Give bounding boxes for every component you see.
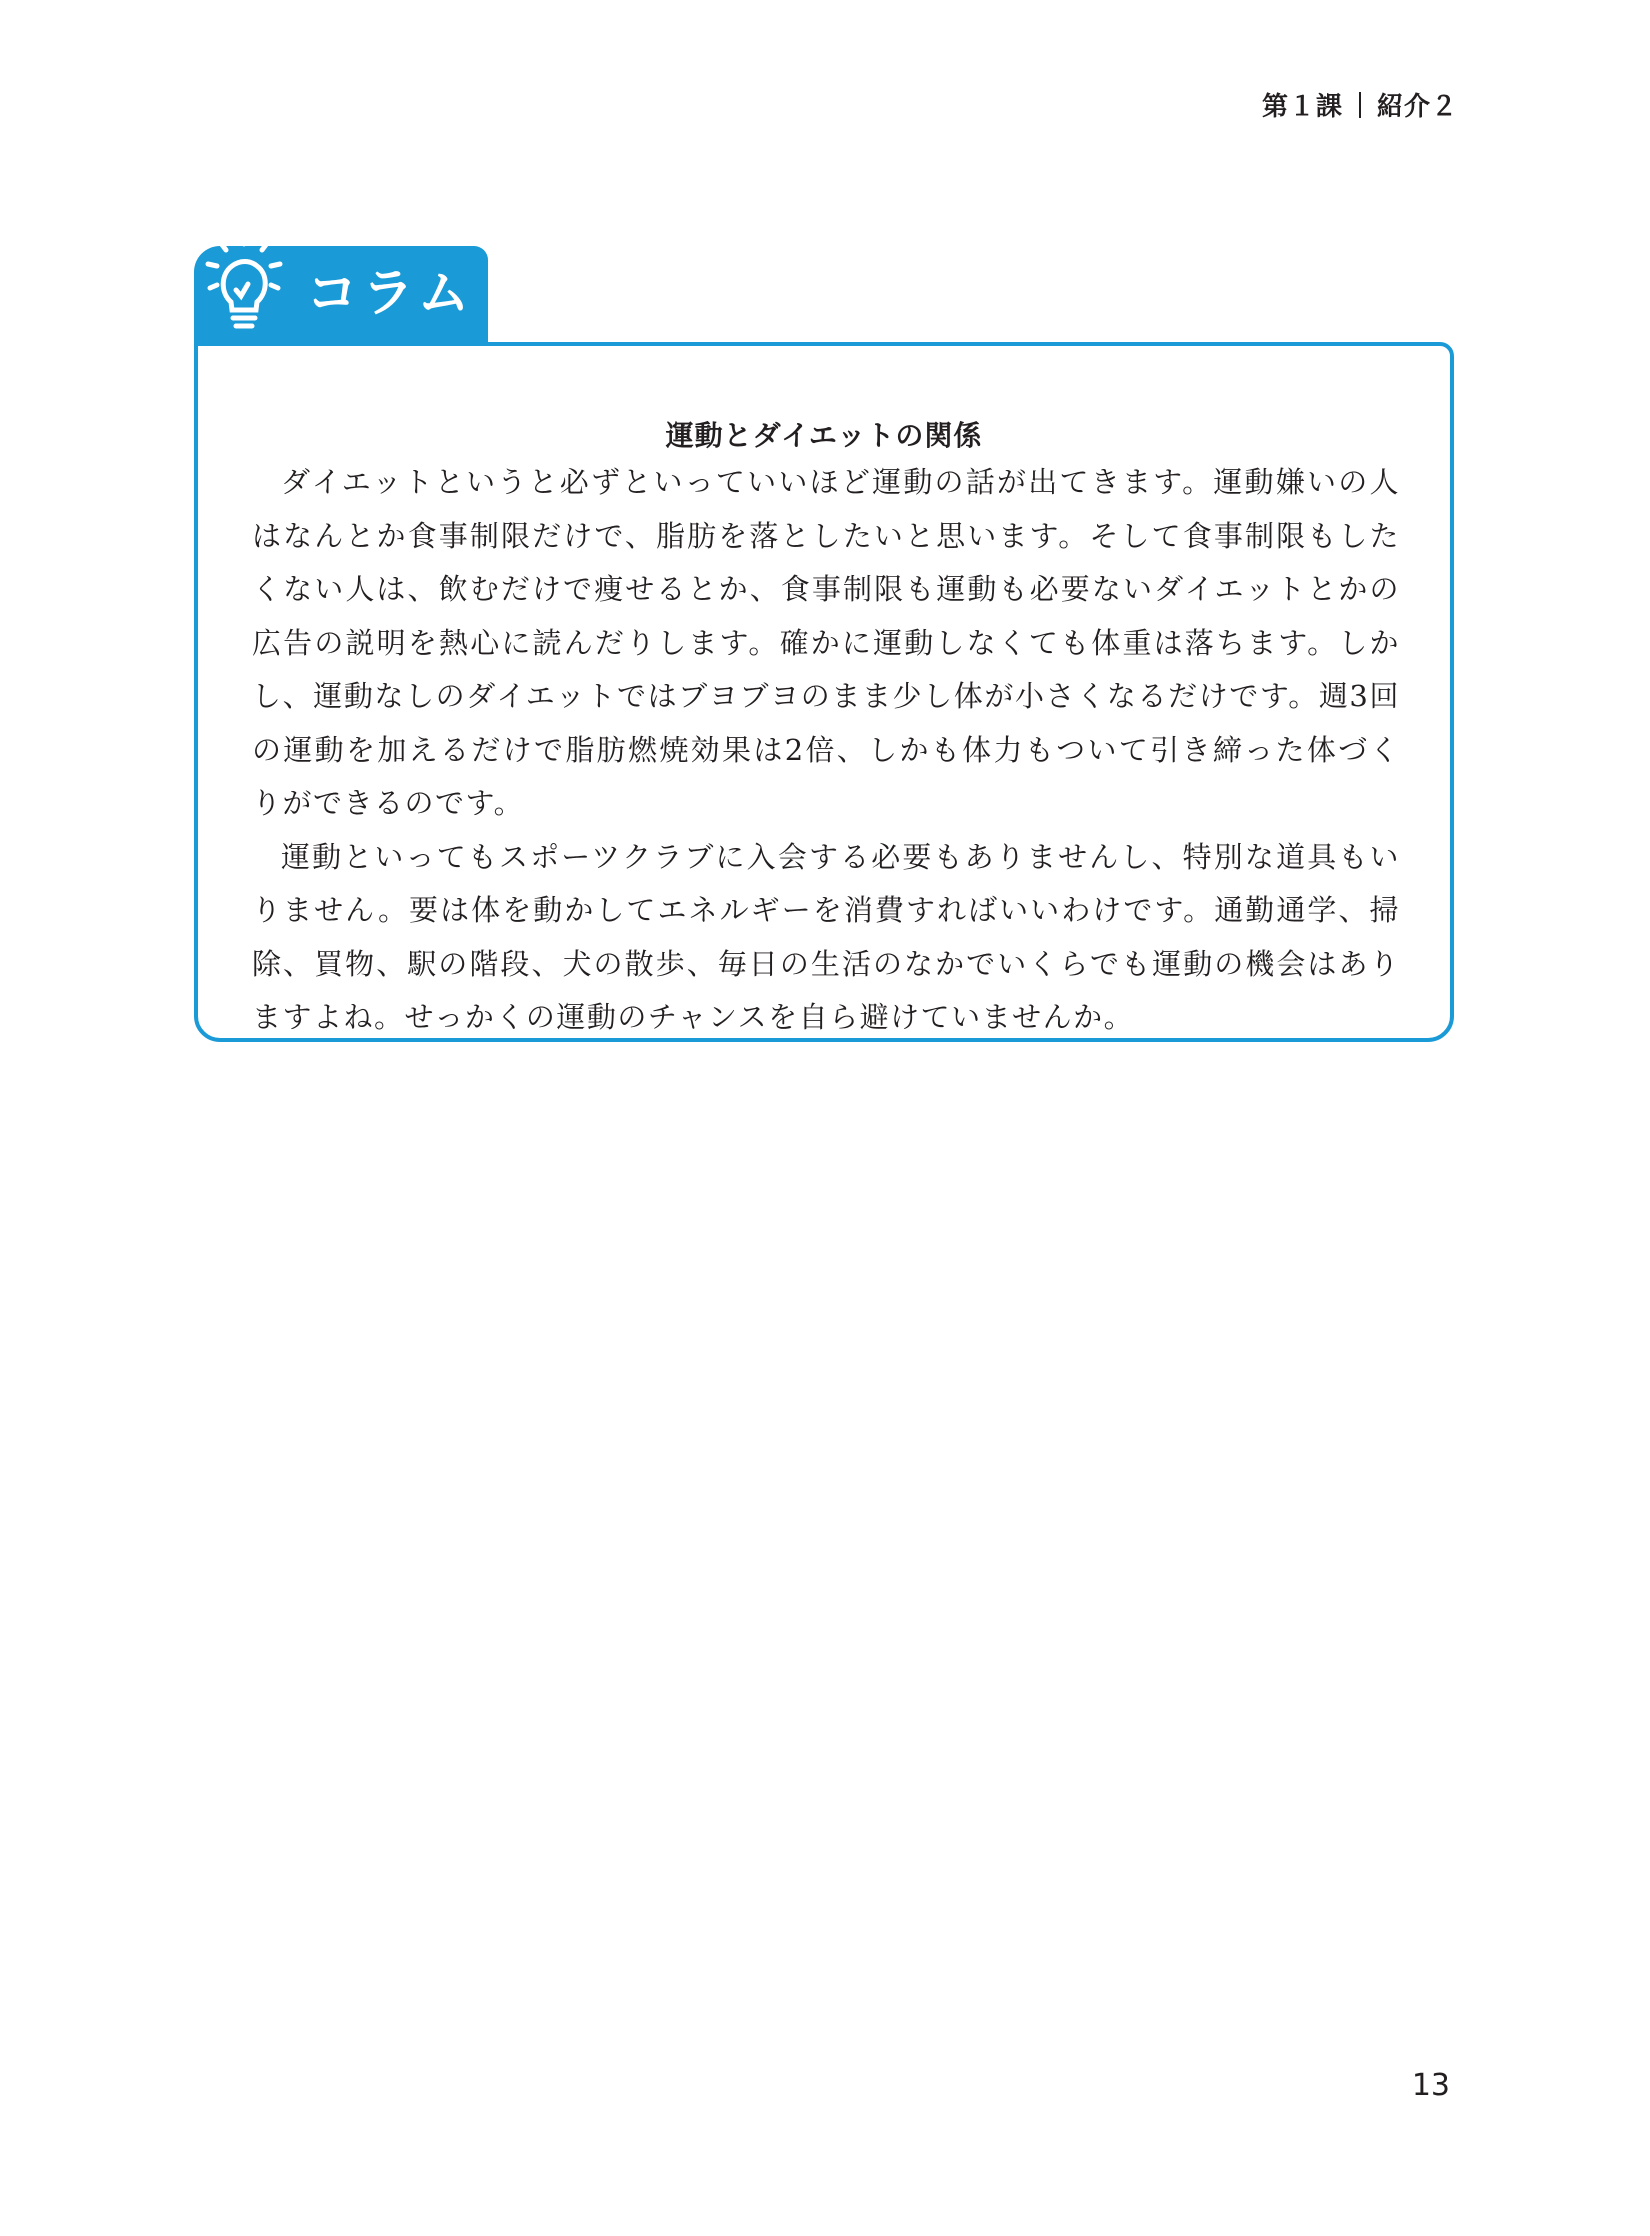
column-heading: 運動とダイエットの関係: [665, 419, 983, 452]
page-number: 13: [1411, 2068, 1450, 2103]
chapter-label: 第１課: [1261, 92, 1343, 122]
column-body: [252, 456, 1400, 1045]
column-box: [194, 342, 1454, 1042]
column-tab: [194, 246, 488, 344]
column-tab-title: コラム: [306, 264, 474, 324]
header-separator: [1359, 92, 1361, 118]
running-header: [1262, 86, 1458, 123]
column-paragraph-1: ダイエットというと必ずといっていいほど運動の話が出てきます。運動嫌いの人はなんとか食事制限だけで、脂肪を落としたいと思います。そして食事制限もしたくない人は、飲むだけで痩せるとか、食事制限も運動も必要ないダイエットとかの広告の説明を熱心に読んだりします。確かに運動しなくても体重は落ちます。しかし、運動なしのダイエットではブヨブヨのまま少し体が小さくなるだけです。週3回の運動を加えるだけで脂肪燃焼効果は2倍、しかも体力もついて引き締った体づくりができるのです。: [252, 465, 1400, 820]
section-label: 紹介２: [1376, 92, 1458, 122]
lightbulb-icon: [204, 230, 284, 340]
column-paragraph-2: 運動といってもスポーツクラブに入会する必要もありませんし、特別な道具もいりません。要は体を動かしてエネルギーを消費すればいいわけです。通勤通学、掃除、買物、駅の階段、犬の散歩、毎日の生活のなかでいくらでも運動の機会はありますよね。せっかくの運動のチャンスを自ら避けていませんか。: [252, 839, 1400, 1034]
